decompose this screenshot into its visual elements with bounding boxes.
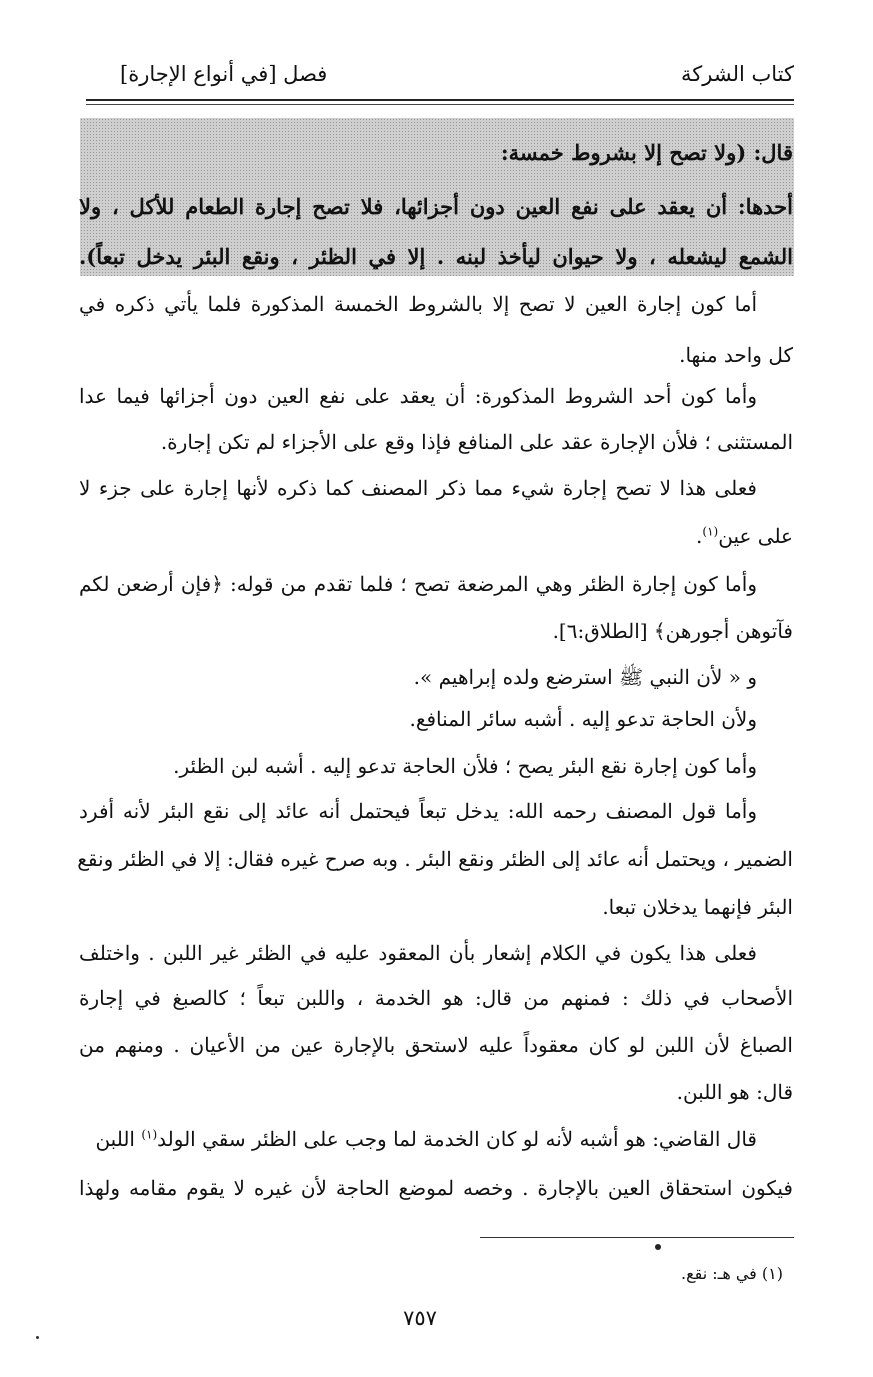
- body-line: ولأن الحاجة تدعو إليه . أشبه سائر المنافع.: [409, 707, 757, 731]
- body-line: البئر فإنهما يدخلان تبعا.: [602, 895, 793, 919]
- footnote-marker: (١): [702, 524, 719, 539]
- body-line: وأما قول المصنف رحمه الله: يدخل تبعاً فيحتمل أنه عائد إلى نقع البئر لأنه أفرد: [79, 799, 757, 823]
- body-line: الأصحاب في ذلك : فمنهم من قال: هو الخدمة ، واللبن تبعاً ؛ كالصبغ في إجارة: [79, 986, 793, 1010]
- header-rule: [86, 99, 794, 101]
- body-text-segment: قال القاضي: هو أشبه لأنه لو كان الخدمة لما وجب على الظئر سقي الولد: [157, 1127, 757, 1151]
- matn-line-3: الشمع ليشعله ، ولا حيوان ليأخذ لبنه . إلا في الظئر ، ونقع البئر يدخل تبعاً).: [79, 244, 793, 269]
- body-line: قال: هو اللبن.: [676, 1080, 793, 1104]
- footnote-rule: [480, 1237, 794, 1238]
- body-line: فعلى هذا يكون في الكلام إشعار بأن المعقود عليه في الظئر غير اللبن . واختلف: [79, 941, 757, 965]
- matn-line-2: أحدها: أن يعقد على نفع العين دون أجزائها، فلا تصح إجارة الطعام للأكل ، ولا: [79, 194, 793, 219]
- body-line: فيكون استحقاق العين بالإجارة . وخصه لموضع الحاجة لأن غيره لا يقوم مقامه ولهذا: [79, 1176, 793, 1200]
- matn-line-1: قال: (ولا تصح إلا بشروط خمسة:: [500, 140, 793, 165]
- body-line: وأما كون أحد الشروط المذكورة: أن يعقد على نفع العين دون أجزائها فيما عدا: [79, 384, 757, 408]
- section-title: فصل [في أنواع الإجارة]: [120, 62, 328, 86]
- footnote-dot: [655, 1244, 661, 1250]
- body-line: [79, 524, 793, 548]
- body-line: [79, 1127, 793, 1151]
- body-line: فعلى هذا لا تصح إجارة شيء مما ذكر المصنف كما ذكره لأنها إجارة على جزء لا: [79, 476, 757, 500]
- book-title: كتاب الشركة: [681, 62, 794, 86]
- body-text-segment: على عين: [718, 524, 793, 548]
- body-line: الضمير ، ويحتمل أنه عائد إلى الظئر ونقع البئر . وبه صرح غيره فقال: إلا في الظئر ونقع: [77, 847, 793, 871]
- footnote-marker: (١): [141, 1127, 158, 1142]
- footnote: (١) في هـ: نقع.: [681, 1264, 783, 1283]
- body-line: المستثنى ؛ فلأن الإجارة عقد على المنافع فإذا وقع على الأجزاء لم تكن إجارة.: [160, 430, 793, 454]
- body-line: وأما كون إجارة نقع البئر يصح ؛ فلأن الحاجة تدعو إليه . أشبه لبن الظئر.: [173, 754, 757, 778]
- body-line: الصباغ لأن اللبن لو كان معقوداً عليه لاستحق بالإجارة عين من الأعيان . ومنهم من: [79, 1033, 793, 1057]
- body-line: وأما كون إجارة الظئر وهي المرضعة تصح ؛ فلما تقدم من قوله: ﴿فإن أرضعن لكم: [79, 572, 757, 596]
- body-line: فآتوهن أجورهن﴾ [الطلاق:٦].: [552, 619, 793, 643]
- scan-speck: [36, 1336, 39, 1339]
- body-line: و « لأن النبي ﷺ استرضع ولده إبراهيم ».: [413, 665, 757, 689]
- page-number: ٧٥٧: [403, 1306, 437, 1330]
- body-text-segment: .: [696, 524, 703, 548]
- header-rule-thin: [86, 104, 794, 105]
- running-header: [86, 58, 794, 102]
- body-line: أما كون إجارة العين لا تصح إلا بالشروط الخمسة المذكورة فلما يأتي ذكره في: [79, 292, 757, 316]
- body-line: كل واحد منها.: [679, 343, 793, 367]
- body-text-segment: اللبن: [95, 1127, 142, 1151]
